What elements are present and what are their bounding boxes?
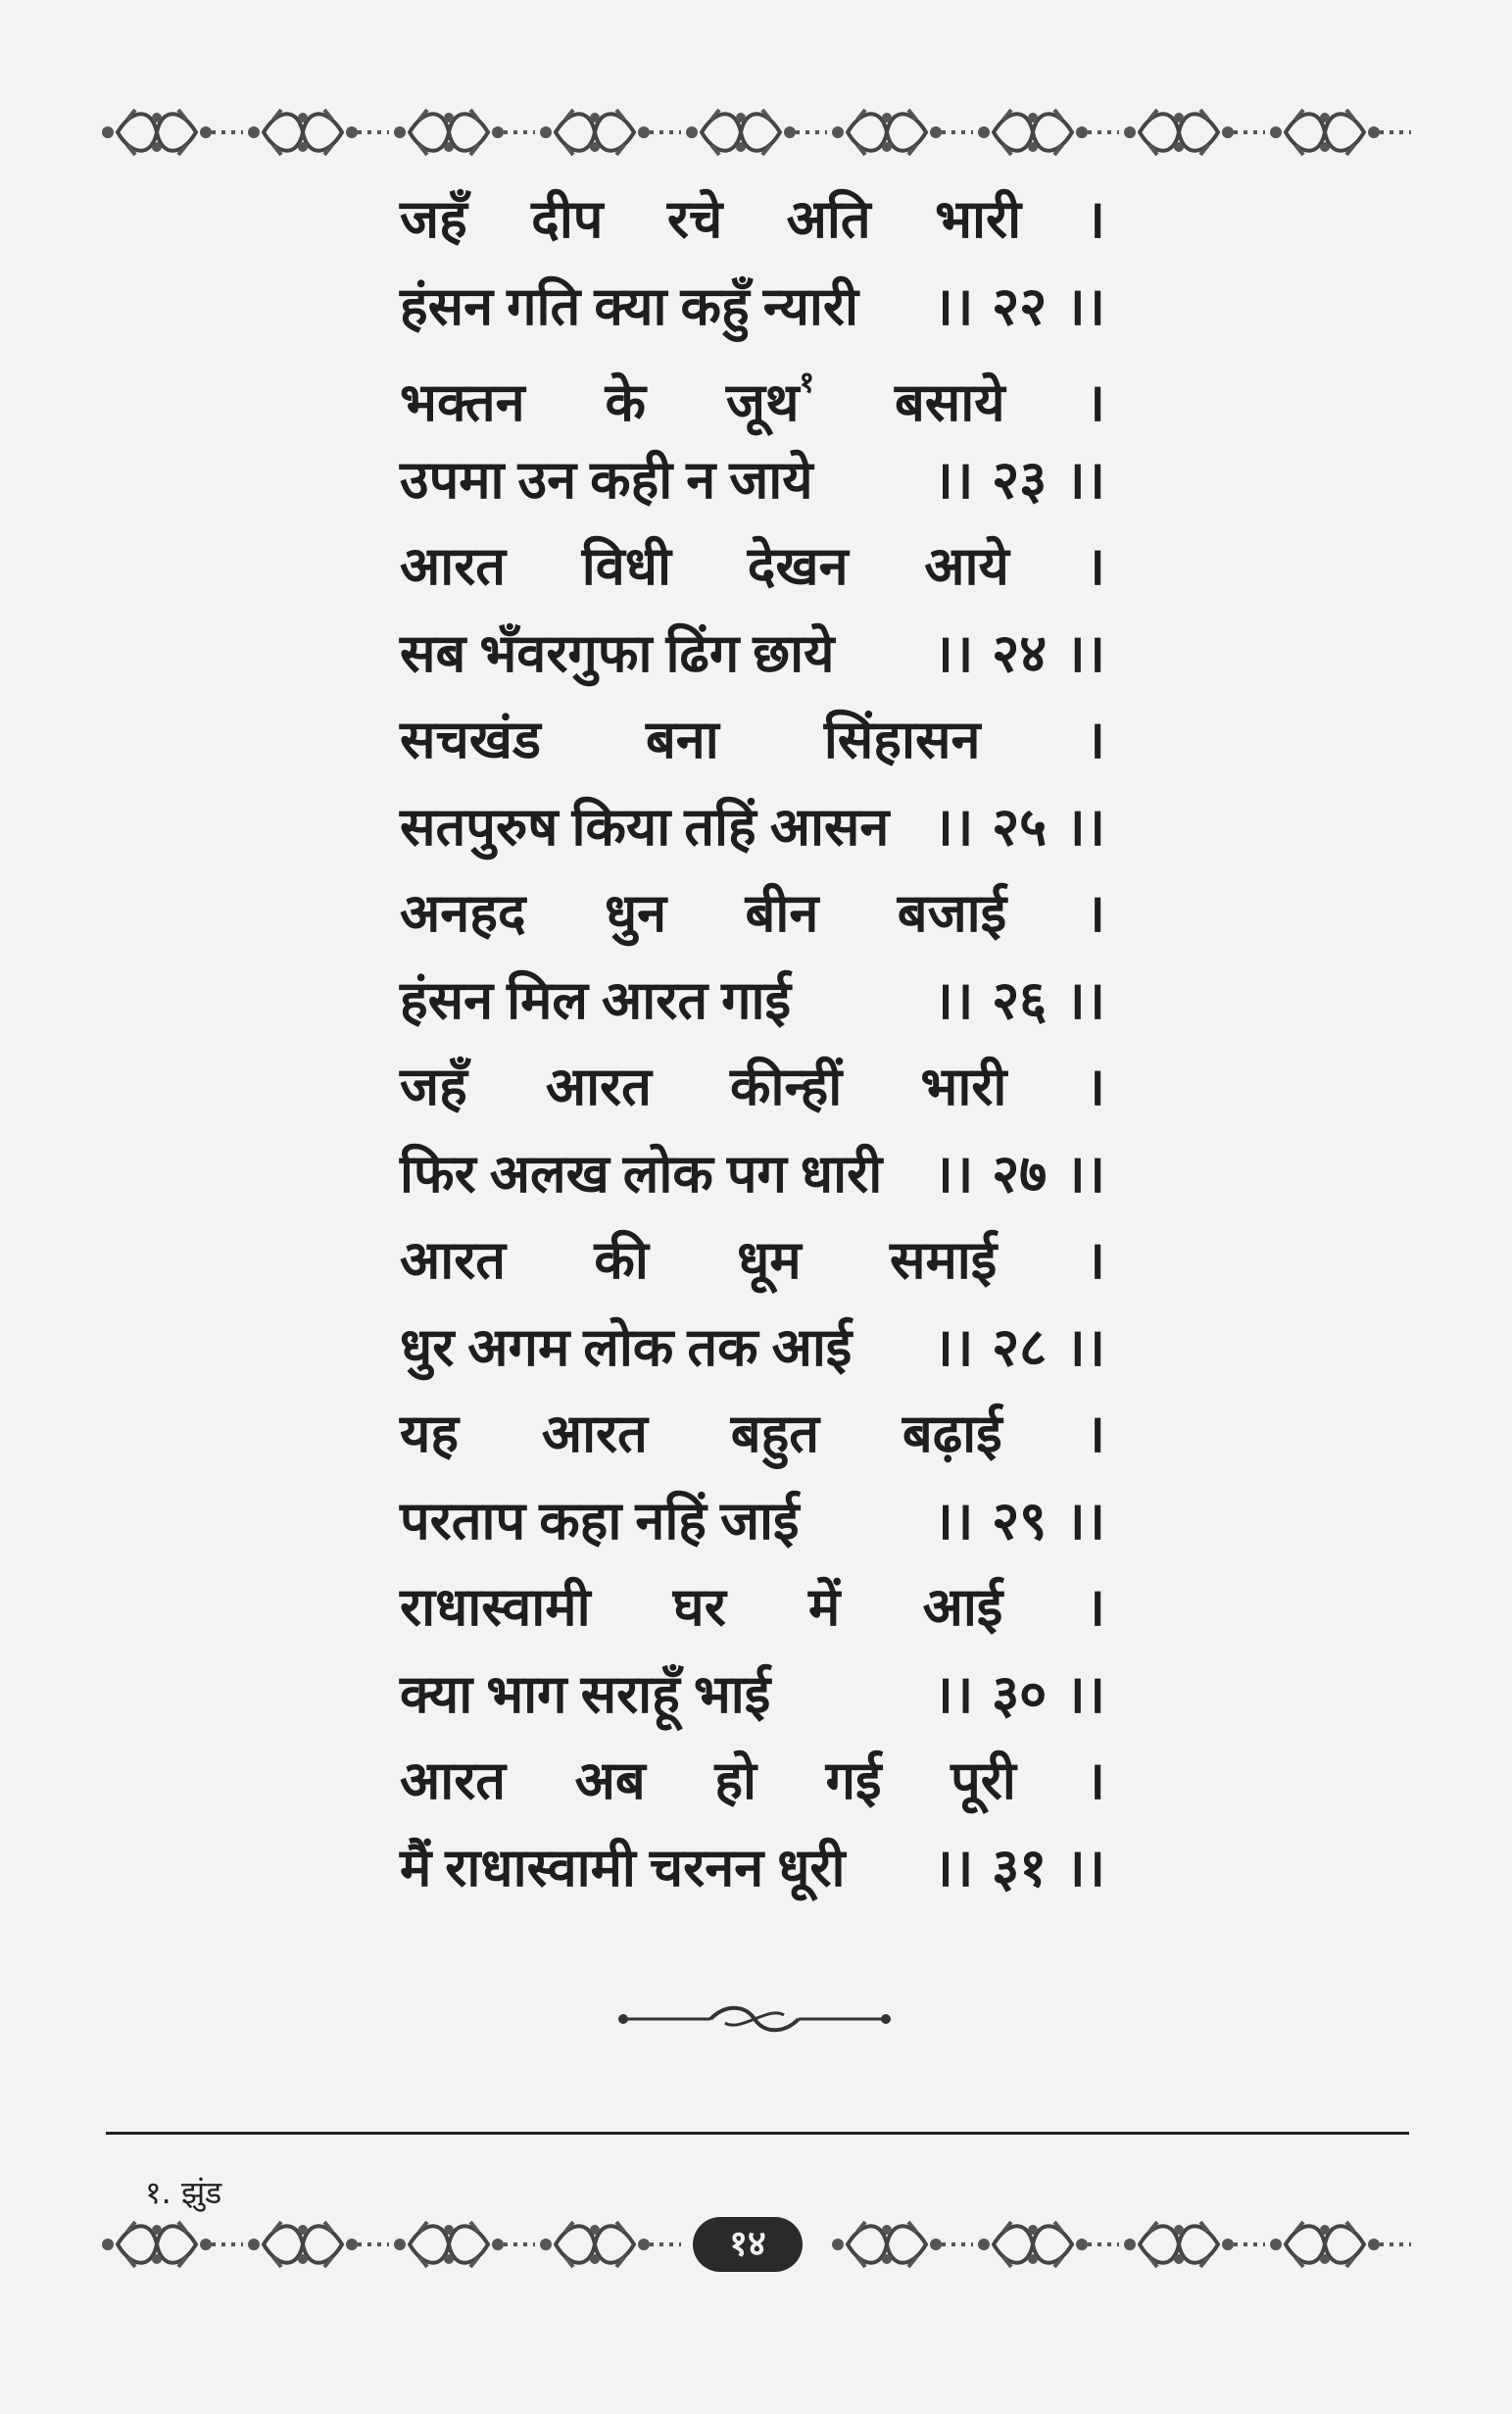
verse-word: हो — [714, 1749, 757, 1811]
verse-end-mark: । — [1085, 1576, 1105, 1638]
verse-word: धूरी — [777, 1836, 846, 1898]
verse-word: अनहद — [400, 882, 526, 944]
verse-word: आरत — [400, 535, 507, 597]
verse-line — [400, 784, 1105, 871]
verse-word: तहिं — [684, 795, 756, 858]
verse-word: नहिं — [635, 1489, 707, 1552]
verse-number: ।। ३० ।। — [933, 1662, 1105, 1725]
verse-word: भारी — [920, 1056, 1007, 1117]
verse-word: भक्तन — [400, 371, 525, 433]
verse-word: की — [594, 1229, 649, 1291]
verse-line — [400, 523, 1105, 611]
verse-word: अलख — [489, 1142, 610, 1205]
verse-word: धुर — [400, 1315, 455, 1378]
verse-word: आरत — [400, 1749, 507, 1811]
verse-word: पूरी — [951, 1749, 1016, 1811]
verse-end-mark: । — [1085, 371, 1105, 433]
section-end-flourish-icon — [617, 1999, 892, 2039]
verse-line — [400, 611, 1105, 698]
verse-end-mark: । — [1085, 1229, 1105, 1291]
verse-word: जाये — [729, 448, 813, 511]
verse-line — [400, 1305, 1105, 1392]
verse-line — [400, 1131, 1105, 1218]
verse-word: सराहूँ — [580, 1662, 680, 1725]
verse-word: भँवरगुफा — [479, 621, 653, 684]
verse-word: बसाये — [894, 371, 1005, 433]
verse-number: ।। २९ ।। — [933, 1489, 1105, 1552]
verse-word: आई — [922, 1576, 1003, 1638]
verse-word: फिर — [400, 1142, 476, 1205]
verse-word: बढ़ाई — [902, 1403, 1002, 1464]
verse-end-mark: । — [1085, 1403, 1105, 1464]
verse-line — [400, 176, 1105, 264]
verse-end-mark: । — [1085, 1056, 1105, 1117]
verse-word: भाग — [486, 1662, 567, 1725]
verse-word: न्यारी — [762, 274, 858, 337]
verse-line — [400, 870, 1105, 958]
verse-word: कहा — [539, 1489, 622, 1552]
verse-line — [400, 958, 1105, 1045]
verse-word: पग — [726, 1142, 787, 1205]
verse-word: बजाई — [897, 882, 1007, 944]
verse-word: छाये — [753, 621, 835, 684]
verse-word: के — [605, 371, 647, 433]
verse-word: जूथ — [725, 371, 800, 433]
verse-word: ढिंग — [665, 621, 740, 684]
verse-word: धुन — [604, 882, 667, 944]
verse-word: समाई — [889, 1229, 998, 1291]
verse-line — [400, 1044, 1105, 1131]
verse-line — [400, 350, 1105, 437]
verse-word: धारी — [800, 1142, 883, 1205]
verse-line — [400, 1825, 1105, 1912]
verse-word: सिंहासन — [823, 709, 981, 770]
verse-word: सब — [400, 621, 466, 684]
verse-number: ।। ३१ ।। — [933, 1836, 1105, 1898]
verse-end-mark: । — [1085, 709, 1105, 770]
verse-end-mark: । — [1085, 535, 1105, 597]
footnote-marker: १ — [799, 366, 815, 400]
verse-line — [400, 1564, 1105, 1651]
verse-end-mark: । — [1085, 882, 1105, 944]
verse-word: में — [808, 1576, 841, 1638]
verse-line — [400, 1217, 1105, 1305]
verse-word: आरत — [541, 1403, 648, 1464]
verse-line — [400, 1391, 1105, 1478]
verse-line — [400, 1478, 1105, 1565]
verse-word: हंसन — [400, 968, 494, 1031]
verse-word-with-footnote — [726, 350, 814, 446]
verse-number: ।। २६ ।। — [933, 968, 1105, 1031]
verse-line — [400, 264, 1105, 351]
verse-word: राधास्वामी — [445, 1836, 636, 1898]
verse-line — [400, 697, 1105, 784]
verse-number: ।। २४ ।। — [933, 621, 1105, 684]
verse-word: आरत — [602, 968, 708, 1031]
verse-word: आई — [771, 1315, 853, 1378]
verse-word: रचे — [666, 188, 723, 250]
verse-line — [400, 1738, 1105, 1825]
verse-word: मैं — [400, 1836, 432, 1898]
page-number-badge: १४ — [693, 2217, 803, 2272]
verse-word: धूम — [737, 1229, 802, 1291]
verse-number: ।। २७ ।। — [933, 1142, 1105, 1205]
verse-word: क्या — [594, 274, 667, 337]
verse-word: कही — [590, 448, 673, 511]
verse-word: जहँ — [400, 1056, 467, 1117]
verse-word: राधास्वामी — [400, 1576, 591, 1638]
verse-word: आरत — [400, 1229, 507, 1291]
verse-word: अगम — [467, 1315, 570, 1378]
verse-word: गति — [507, 274, 581, 337]
verse-word: गई — [825, 1749, 882, 1811]
verse-end-mark: । — [1085, 188, 1105, 250]
verse-number: ।। २३ ।। — [933, 448, 1105, 511]
verse-word: आरत — [545, 1056, 652, 1117]
footnote-divider — [106, 2132, 1409, 2135]
verse-word: किया — [571, 795, 671, 858]
verse-line — [400, 1651, 1105, 1739]
top-ornamental-border — [98, 98, 1411, 167]
verse-word: जहँ — [400, 188, 467, 250]
verse-word: तक — [687, 1315, 758, 1378]
verse-word: परताप — [400, 1489, 526, 1552]
verse-end-mark: । — [1085, 1749, 1105, 1811]
verse-word: आसन — [769, 795, 890, 858]
verse-line — [400, 437, 1105, 524]
verse-word: क्या — [400, 1662, 473, 1725]
verse-word: यह — [400, 1403, 459, 1464]
verse-word: भारी — [935, 188, 1022, 250]
verse-word: देखन — [747, 535, 849, 597]
verse-word: घर — [672, 1576, 726, 1638]
verse-number: ।। २२ ।। — [933, 274, 1105, 337]
verse-word: भाई — [693, 1662, 771, 1725]
verse-number: ।। २८ ।। — [933, 1315, 1105, 1378]
verse-number: ।। २५ ।। — [933, 795, 1105, 858]
verse-word: कहुँ — [680, 274, 750, 337]
verse-word: दीप — [531, 188, 604, 250]
verse-block — [400, 176, 1105, 1911]
verse-word: चरनन — [649, 1836, 764, 1898]
verse-word: बना — [645, 709, 719, 770]
verse-word: विधी — [581, 535, 671, 597]
footnote: १. झुंड — [145, 2174, 222, 2211]
verse-word: अति — [786, 188, 871, 250]
verse-word: बीन — [745, 882, 819, 944]
verse-word: जाई — [719, 1489, 800, 1552]
verse-word: उपमा — [400, 448, 505, 511]
verse-word: सचखंड — [400, 709, 541, 770]
verse-word: आये — [924, 535, 1009, 597]
verse-word: मिल — [507, 968, 589, 1031]
verse-word: न — [686, 448, 716, 511]
verse-word: उन — [517, 448, 577, 511]
verse-word: अब — [574, 1749, 646, 1811]
verse-word: कीन्हीं — [730, 1056, 843, 1117]
verse-word: बहुत — [730, 1403, 820, 1464]
verse-word: गाई — [721, 968, 792, 1031]
verse-word: लोक — [622, 1142, 713, 1205]
verse-word: लोक — [583, 1315, 674, 1378]
verse-word: हंसन — [400, 274, 494, 337]
verse-word: सतपुरुष — [400, 795, 559, 858]
